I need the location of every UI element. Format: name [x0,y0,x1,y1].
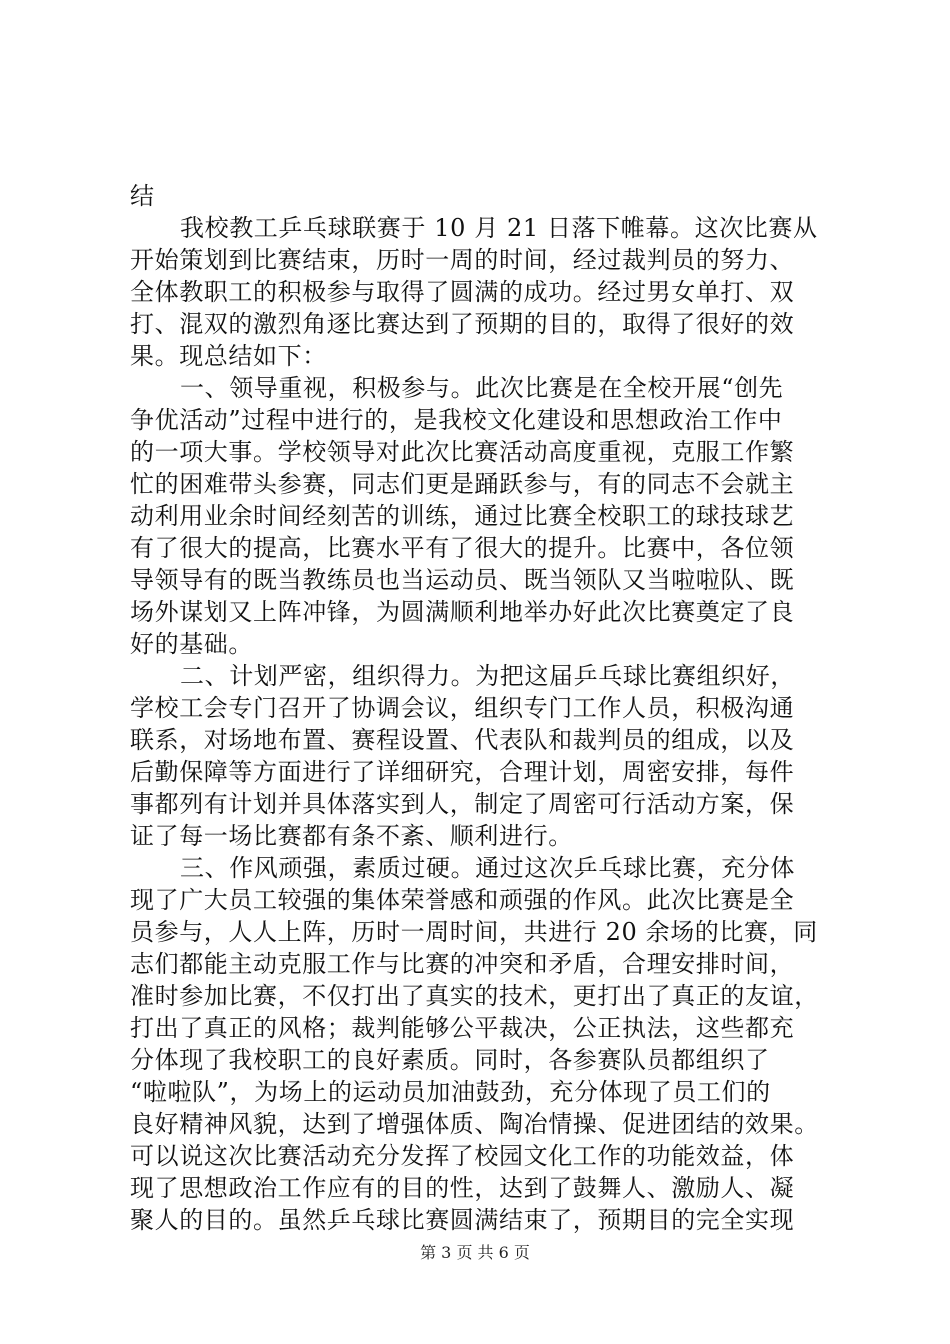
text-line: 学校工会专门召开了协调会议，组织专门工作人员，积极沟通 [130,694,795,722]
text-line: 我校教工乒乓球联赛于 10 月 21 日落下帷幕。这次比赛从 [180,214,818,242]
text-line: 证了每一场比赛都有条不紊、顺利进行。 [130,822,573,850]
text-line: 打、混双的激烈角逐比赛达到了预期的目的，取得了很好的效 [130,310,795,338]
text-line: 果。现总结如下： [130,342,327,370]
text-line: 忙的困难带头参赛，同志们更是踊跃参与，有的同志不会就主 [130,470,795,498]
text-line: 志们都能主动克服工作与比赛的冲突和矛盾，合理安排时间， [130,950,795,978]
text-line: 开始策划到比赛结束，历时一周的时间，经过裁判员的努力、 [130,246,795,274]
text-line: 三、作风顽强，素质过硬。通过这次乒乓球比赛，充分体 [180,854,795,882]
text-line: 一、领导重视，积极参与。此次比赛是在全校开展“创先 [180,374,784,402]
text-line: 二、计划严密，组织得力。为把这届乒乓球比赛组织好， [180,662,795,690]
text-line: 场外谋划又上阵冲锋，为圆满顺利地举办好此次比赛奠定了良 [130,598,795,626]
text-line: 员参与，人人上阵，历时一周时间，共进行 20 余场的比赛，同 [130,918,818,946]
text-line: 可以说这次比赛活动充分发挥了校园文化工作的功能效益，体 [130,1142,795,1170]
text-line: 动利用业余时间经刻苦的训练，通过比赛全校职工的球技球艺 [130,502,795,530]
heading-fragment: 结 [130,182,155,210]
text-line: 全体教职工的积极参与取得了圆满的成功。经过男女单打、双 [130,278,795,306]
text-line: 现了思想政治工作应有的目的性，达到了鼓舞人、激励人、凝 [130,1174,795,1202]
text-line: 后勤保障等方面进行了详细研究，合理计划，周密安排，每件 [130,758,795,786]
text-line: 好的基础。 [130,630,253,658]
document-body [130,180,830,1236]
text-line: 的一项大事。学校领导对此次比赛活动高度重视，克服工作繁 [130,438,795,466]
text-line: “啦啦队”，为场上的运动员加油鼓劲，充分体现了员工们的 [130,1078,771,1106]
text-line: 准时参加比赛，不仅打出了真实的技术，更打出了真正的友谊， [130,982,819,1010]
text-line: 导领导有的既当教练员也当运动员、既当领队又当啦啦队、既 [130,566,795,594]
text-line: 良好精神风貌，达到了增强体质、陶冶情操、促进团结的效果。 [130,1110,819,1138]
text-line: 事都列有计划并具体落实到人，制定了周密可行活动方案，保 [130,790,795,818]
text-line: 有了很大的提高，比赛水平有了很大的提升。比赛中，各位领 [130,534,795,562]
text-line: 现了广大员工较强的集体荣誉感和顽强的作风。此次比赛是全 [130,886,795,914]
text-line: 分体现了我校职工的良好素质。同时，各参赛队员都组织了 [130,1046,770,1074]
text-line: 聚人的目的。虽然乒乓球比赛圆满结束了，预期目的完全实现 [130,1206,795,1234]
text-line: 打出了真正的风格；裁判能够公平裁决，公正执法，这些都充 [130,1014,795,1042]
text-line: 联系，对场地布置、赛程设置、代表队和裁判员的组成，以及 [130,726,795,754]
text-line: 争优活动”过程中进行的，是我校文化建设和思想政治工作中 [130,406,783,434]
page-footer: 第 3 页 共 6 页 [420,1243,530,1262]
